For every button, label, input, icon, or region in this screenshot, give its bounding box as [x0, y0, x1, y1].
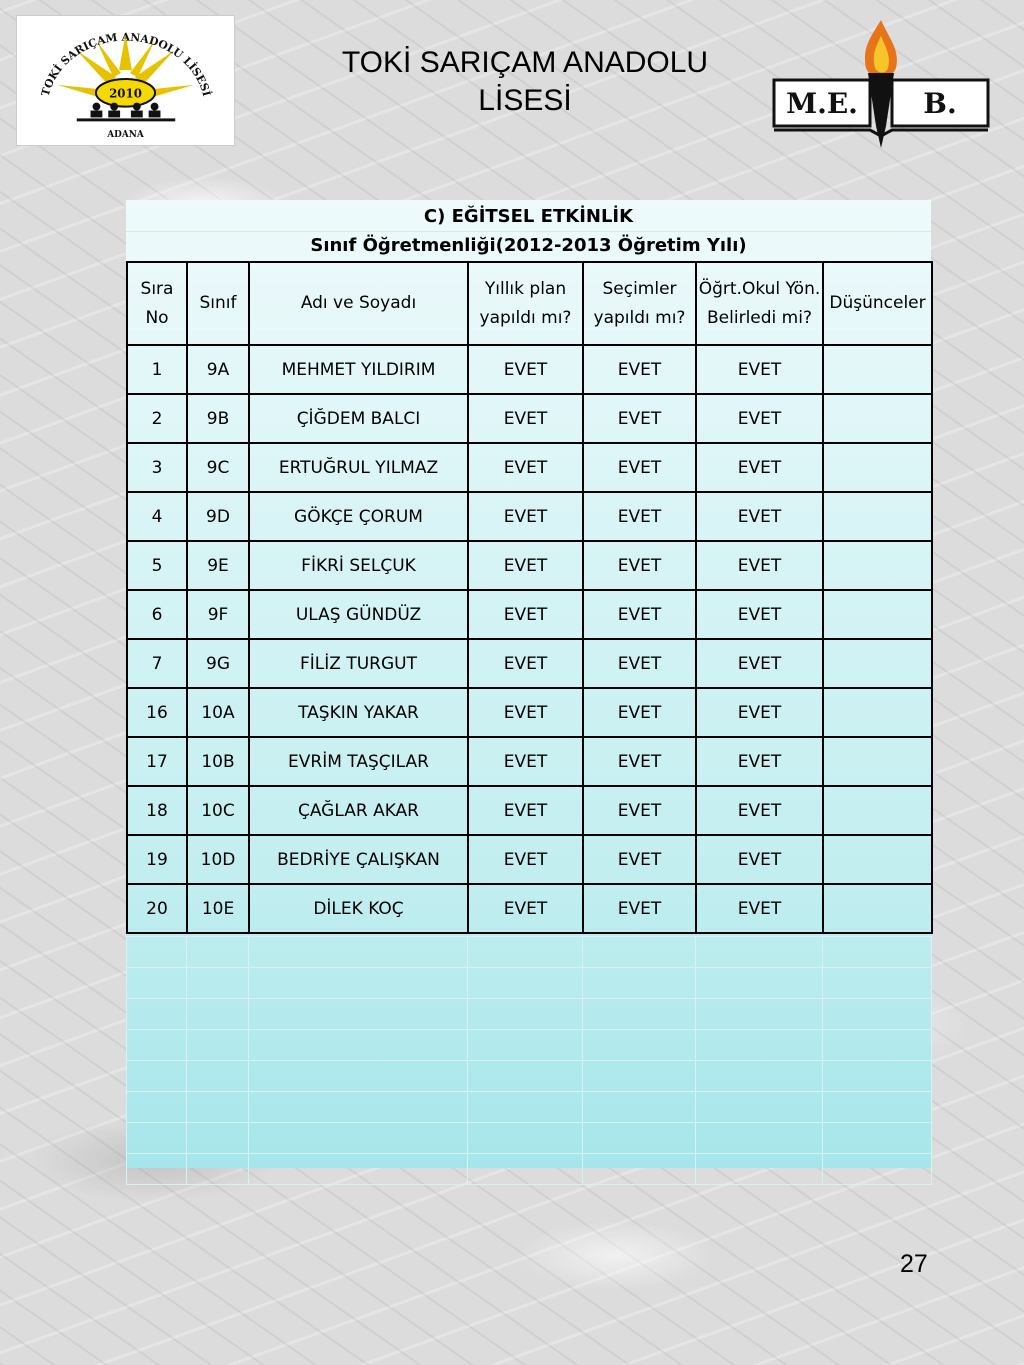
ogrt-okul-cell: EVET [696, 590, 823, 639]
empty-grid-cell [468, 1092, 583, 1123]
meb-logo [770, 18, 992, 150]
ad-soyad-cell: BEDRİYE ÇALIŞKAN [249, 835, 468, 884]
empty-grid-cell [696, 999, 823, 1030]
dusunceler-cell [823, 688, 932, 737]
dusunceler-cell [823, 835, 932, 884]
sinif-cell: 10D [187, 835, 249, 884]
empty-grid-cell [249, 937, 468, 968]
ad-soyad-cell: EVRİM TAŞÇILAR [249, 737, 468, 786]
dusunceler-cell [823, 394, 932, 443]
empty-grid-row [127, 1123, 932, 1154]
col-header-ad-soyad: Adı ve Soyadı [249, 262, 468, 345]
empty-grid-cell [187, 1123, 249, 1154]
yillik-plan-cell: EVET [468, 786, 583, 835]
empty-grid-cell [187, 937, 249, 968]
activity-table-panel [126, 200, 931, 1168]
secimler-cell: EVET [583, 590, 696, 639]
ad-soyad-cell: FİLİZ TURGUT [249, 639, 468, 688]
ogrt-okul-cell: EVET [696, 443, 823, 492]
dusunceler-cell [823, 590, 932, 639]
empty-grid-cell [696, 1092, 823, 1123]
sinif-cell: 9D [187, 492, 249, 541]
empty-grid-cell [249, 1154, 468, 1185]
empty-grid-cell [696, 1123, 823, 1154]
sira-no-cell: 7 [127, 639, 187, 688]
col-header-ogrt-okul: Öğrt.Okul Yön. Belirledi mi? [696, 262, 823, 345]
sira-no-cell: 2 [127, 394, 187, 443]
empty-grid-cell [127, 1061, 187, 1092]
empty-grid-cell [127, 968, 187, 999]
table-row [127, 884, 932, 933]
table-row [127, 541, 932, 590]
empty-grid-cell [823, 1123, 932, 1154]
yillik-plan-cell: EVET [468, 688, 583, 737]
page-number: 27 [900, 1250, 928, 1278]
secimler-cell: EVET [583, 737, 696, 786]
empty-grid-cell [127, 1123, 187, 1154]
ogrt-okul-cell: EVET [696, 639, 823, 688]
sira-no-cell: 1 [127, 345, 187, 394]
yillik-plan-cell: EVET [468, 541, 583, 590]
table-banner: C) EĞİTSEL ETKİNLİK [126, 203, 931, 232]
empty-grid-cell [696, 1030, 823, 1061]
sinif-cell: 10B [187, 737, 249, 786]
sira-no-cell: 5 [127, 541, 187, 590]
ogrt-okul-cell: EVET [696, 688, 823, 737]
sinif-cell: 9F [187, 590, 249, 639]
table-row [127, 786, 932, 835]
empty-grid-cell [187, 1092, 249, 1123]
empty-grid-cell [696, 968, 823, 999]
sira-no-cell: 18 [127, 786, 187, 835]
col-header-yillik-plan: Yıllık plan yapıldı mı? [468, 262, 583, 345]
yillik-plan-cell: EVET [468, 443, 583, 492]
dusunceler-cell [823, 443, 932, 492]
empty-grid-cell [583, 968, 696, 999]
empty-grid-cell [823, 1092, 932, 1123]
empty-grid-row [127, 1092, 932, 1123]
dusunceler-cell [823, 786, 932, 835]
secimler-cell: EVET [583, 541, 696, 590]
col-header-sinif: Sınıf [187, 262, 249, 345]
secimler-cell: EVET [583, 835, 696, 884]
meb-right-text: B. [923, 87, 957, 120]
ad-soyad-cell: GÖKÇE ÇORUM [249, 492, 468, 541]
col-header-sira-no: Sıra No [127, 262, 187, 345]
table-row [127, 835, 932, 884]
empty-grid-cell [249, 999, 468, 1030]
empty-grid-cell [823, 968, 932, 999]
ogrt-okul-cell: EVET [696, 786, 823, 835]
empty-grid-row [127, 1061, 932, 1092]
class-teacher-table [126, 261, 933, 934]
col-header-secimler: Seçimler yapıldı mı? [583, 262, 696, 345]
school-logo [16, 15, 235, 146]
table-row [127, 345, 932, 394]
empty-grid-cell [187, 1030, 249, 1061]
empty-grid-row [127, 999, 932, 1030]
table-row [127, 737, 932, 786]
empty-grid-cell [823, 1154, 932, 1185]
empty-grid-cell [127, 1030, 187, 1061]
torch-flame-icon [865, 20, 897, 77]
empty-grid-cell [583, 937, 696, 968]
empty-grid-cell [823, 999, 932, 1030]
secimler-cell: EVET [583, 345, 696, 394]
torch-handle-icon [868, 73, 894, 148]
empty-grid-cell [696, 1061, 823, 1092]
sinif-cell: 9E [187, 541, 249, 590]
logo-year: 2010 [109, 86, 142, 101]
ad-soyad-cell: ERTUĞRUL YILMAZ [249, 443, 468, 492]
title-line-1: TOKİ SARIÇAM ANADOLU [341, 46, 709, 79]
sira-no-cell: 3 [127, 443, 187, 492]
empty-grid-cell [583, 1123, 696, 1154]
logo-city: ADANA [107, 130, 144, 141]
empty-grid-cell [249, 1123, 468, 1154]
sira-no-cell: 16 [127, 688, 187, 737]
table-subtitle: Sınıf Öğretmenliği(2012-2013 Öğretim Yılı) [310, 235, 747, 256]
empty-grid-cell [127, 999, 187, 1030]
dusunceler-cell [823, 541, 932, 590]
yillik-plan-cell: EVET [468, 394, 583, 443]
table-row [127, 590, 932, 639]
empty-grid-cell [187, 999, 249, 1030]
yillik-plan-cell: EVET [468, 884, 583, 933]
table-row [127, 443, 932, 492]
table-row [127, 394, 932, 443]
ogrt-okul-cell: EVET [696, 492, 823, 541]
sira-no-cell: 19 [127, 835, 187, 884]
ogrt-okul-cell: EVET [696, 345, 823, 394]
empty-grid-cell [583, 999, 696, 1030]
sinif-cell: 10C [187, 786, 249, 835]
empty-grid-cell [583, 1030, 696, 1061]
sinif-cell: 9A [187, 345, 249, 394]
ogrt-okul-cell: EVET [696, 835, 823, 884]
dusunceler-cell [823, 492, 932, 541]
secimler-cell: EVET [583, 394, 696, 443]
empty-grid-cell [468, 1061, 583, 1092]
secimler-cell: EVET [583, 492, 696, 541]
ogrt-okul-cell: EVET [696, 394, 823, 443]
secimler-cell: EVET [583, 786, 696, 835]
empty-grid-cell [468, 1154, 583, 1185]
yillik-plan-cell: EVET [468, 835, 583, 884]
secimler-cell: EVET [583, 443, 696, 492]
empty-grid-cell [583, 1154, 696, 1185]
col-header-dusunceler: Düşünceler [823, 262, 932, 345]
sira-no-cell: 6 [127, 590, 187, 639]
secimler-cell: EVET [583, 884, 696, 933]
empty-grid-cell [468, 937, 583, 968]
sira-no-cell: 20 [127, 884, 187, 933]
empty-grid-cell [187, 1154, 249, 1185]
sinif-cell: 10E [187, 884, 249, 933]
empty-grid-cell [468, 1123, 583, 1154]
empty-grid-cell [187, 1061, 249, 1092]
empty-grid-row [127, 968, 932, 999]
page-title [300, 44, 750, 120]
empty-grid-cell [823, 1061, 932, 1092]
empty-grid-cell [249, 1061, 468, 1092]
dusunceler-cell [823, 639, 932, 688]
ad-soyad-cell: DİLEK KOÇ [249, 884, 468, 933]
yillik-plan-cell: EVET [468, 492, 583, 541]
logo-arc-text: TOKİ SARIÇAM ANADOLU LİSESİ [38, 30, 214, 98]
empty-grid-cell [127, 1092, 187, 1123]
ad-soyad-cell: ÇİĞDEM BALCI [249, 394, 468, 443]
meb-left-text: M.E. [786, 87, 858, 120]
ad-soyad-cell: FİKRİ SELÇUK [249, 541, 468, 590]
yillik-plan-cell: EVET [468, 345, 583, 394]
secimler-cell: EVET [583, 688, 696, 737]
sira-no-cell: 17 [127, 737, 187, 786]
table-header-row [127, 262, 932, 345]
ad-soyad-cell: ULAŞ GÜNDÜZ [249, 590, 468, 639]
sinif-cell: 10A [187, 688, 249, 737]
empty-grid-cell [249, 1030, 468, 1061]
table-row [127, 492, 932, 541]
empty-grid-cell [249, 1092, 468, 1123]
empty-grid-cell [823, 937, 932, 968]
ogrt-okul-cell: EVET [696, 541, 823, 590]
empty-grid-cell [468, 968, 583, 999]
empty-grid-cell [468, 1030, 583, 1061]
sinif-cell: 9G [187, 639, 249, 688]
dusunceler-cell [823, 737, 932, 786]
yillik-plan-cell: EVET [468, 590, 583, 639]
empty-grid-cell [127, 1154, 187, 1185]
ad-soyad-cell: ÇAĞLAR AKAR [249, 786, 468, 835]
yillik-plan-cell: EVET [468, 639, 583, 688]
empty-grid-area [126, 936, 932, 1185]
table-row [127, 639, 932, 688]
ad-soyad-cell: MEHMET YILDIRIM [249, 345, 468, 394]
empty-grid-cell [583, 1061, 696, 1092]
secimler-cell: EVET [583, 639, 696, 688]
dusunceler-cell [823, 345, 932, 394]
dusunceler-cell [823, 884, 932, 933]
sira-no-cell: 4 [127, 492, 187, 541]
empty-grid-cell [468, 999, 583, 1030]
empty-grid-cell [583, 1092, 696, 1123]
yillik-plan-cell: EVET [468, 737, 583, 786]
empty-grid-cell [127, 937, 187, 968]
empty-grid-row [127, 1154, 932, 1185]
empty-grid-cell [696, 937, 823, 968]
empty-grid-row [127, 937, 932, 968]
empty-grid-cell [249, 968, 468, 999]
sinif-cell: 9C [187, 443, 249, 492]
ogrt-okul-cell: EVET [696, 884, 823, 933]
table-row [127, 688, 932, 737]
sinif-cell: 9B [187, 394, 249, 443]
title-line-2: LİSESİ [478, 84, 572, 117]
ogrt-okul-cell: EVET [696, 737, 823, 786]
empty-grid-cell [187, 968, 249, 999]
empty-grid-row [127, 1030, 932, 1061]
empty-grid-cell [696, 1154, 823, 1185]
empty-grid-cell [823, 1030, 932, 1061]
ad-soyad-cell: TAŞKIN YAKAR [249, 688, 468, 737]
